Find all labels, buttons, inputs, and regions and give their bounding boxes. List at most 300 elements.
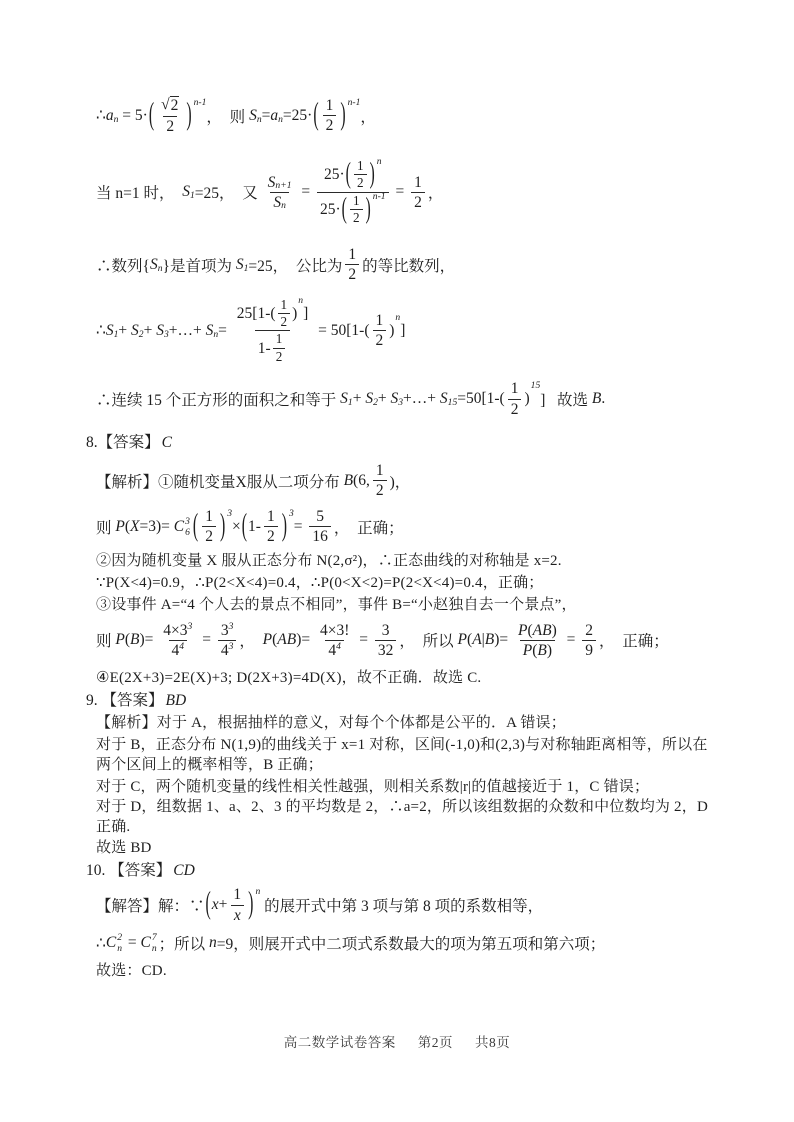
math-text: ， 正确； [333,519,404,537]
math-text: ) [524,390,530,408]
math-variable: B [130,631,140,649]
math-text: 1 [233,886,242,904]
fraction [273,331,286,365]
math-variable: S [105,321,114,339]
math-variable: P [115,631,125,649]
math-variable: S [340,390,348,408]
q8-answer-label: 8.【答案】 [86,434,160,452]
math-text: 2 [352,210,360,226]
fraction [508,379,522,419]
math-text: =25， 公比为 [248,257,343,275]
numerator [230,885,244,904]
math-text: ∴ [96,322,106,340]
math-text: ， [360,108,376,126]
math-text: = [391,183,409,201]
fraction [202,507,216,547]
math-variable: B [591,390,602,408]
math-text: 9 [585,641,594,659]
math-variable: n [209,934,217,952]
fraction [375,621,397,661]
math-text: 25· [324,166,345,184]
math-exponent: n [395,312,401,324]
big-paren: ( [148,98,155,133]
math-text: 4×3 [163,621,188,639]
math-text: 2 [414,193,422,211]
answer-sheet-content [86,0,718,981]
math-text: 的展开式中第 3 项与第 8 项的系数相等， [260,898,544,916]
math-text: ∴连续 15 个正方形的面积之和等于 [96,392,341,410]
math-text: =9，则展开式中二项式系数最大的项为第五项和第六项； [216,936,606,954]
math-variable: X [130,517,140,535]
math-text: 1 [356,157,364,173]
math-text: = [218,321,231,339]
denominator [373,480,387,500]
denominator [231,905,244,925]
denominator [354,174,367,191]
math-text: +…+ [403,390,440,408]
q10-answer-line [86,861,718,881]
math-text: 25· [320,201,341,219]
math-text: 5 [316,507,324,525]
numerator [202,507,216,526]
q8-analysis-probability-values: ∵P(X<4)=0.9，∴P(2<X<4)=0.4，∴P(0<X<2)=P(2<X<4)=0.4，正确； [96,574,544,591]
denominator [278,313,291,330]
numerator [158,96,182,116]
math-subscript: 1 [243,262,249,274]
math-variable: B [484,631,495,649]
fraction [278,297,291,331]
q9-analysis-option-a: 【解析】对于 A，根据抽样的意义，对每个个体都是公平的．A 错误； [96,715,566,732]
math-variable: S [273,193,282,211]
math-variable: S [149,255,158,273]
denominator [202,526,216,546]
numerator [515,621,560,640]
q10-formula-binomial-expansion [96,885,718,925]
math-variable: S [205,321,214,339]
denominator [350,209,363,226]
math-text: ∴数列{ [96,257,150,275]
math-text: + [143,321,157,339]
math-text: 25[1-( [236,304,276,322]
sqrt-radical [161,96,179,116]
math-text: 2 [375,332,384,350]
denominator [309,526,331,546]
big-paren: ( [205,887,211,922]
math-text: 1 [266,507,275,525]
math-exponent: n-1 [372,191,386,203]
math-subscript: n [256,114,262,126]
math-text: 4 [171,641,180,659]
math-exponent: 15 [530,380,541,392]
math-text: 4×3! [320,621,350,639]
math-text: 2 [280,313,288,329]
math-text: + [118,321,132,339]
math-variable: S [131,321,139,339]
math-variable: S [365,390,374,408]
q9-analysis-option-d: 对于 D，组数据 1、a、2、3 的平均数是 2，∴a=2，所以该组数据的众数和中位数均为 2，D 正确. [96,799,708,836]
q9-analysis-option-b: 对于 B，正态分布 N(1,9)的曲线关于 x=1 对称，区间(-1,0)和(2,3)与对称轴距离相等，所以在两个区间上的概率相等，B 正确； [96,737,708,774]
math-text: 2 [325,117,334,135]
q9-answer-label: 9. 【答案】 [86,692,164,710]
footer-total-pages: 共8页 [475,1035,511,1050]
radical-sign: √ [161,96,170,113]
big-paren: ) [365,192,371,226]
numerator [218,621,237,640]
math-text: 1 [280,296,288,312]
q8-formula-conditional-probability [96,621,718,661]
numerator [265,173,295,192]
math-superscript: 3 [228,641,234,652]
stacked-scripts [117,932,122,954]
big-paren: ) [219,508,226,543]
denominator [345,264,359,284]
math-text: 3 [381,621,390,639]
q7-formula-ratio [96,158,718,227]
math-subscript: 2 [138,328,144,340]
fraction [265,173,295,213]
math-text: 【解析】①随机变量X服从二项分布 [96,473,344,491]
math-text: 1- [248,517,261,535]
denominator [169,640,188,660]
upper-script: 3 [185,515,190,527]
numerator [508,379,522,398]
math-text: = [124,934,141,952]
math-text: = [355,631,372,649]
math-exponent: n [255,886,261,898]
math-text: 当 n=1 时， [96,185,183,203]
fraction [515,621,560,661]
math-text: × [232,517,241,535]
big-paren: ( [345,158,351,191]
math-text: 1 [275,331,283,347]
radicand: 2 [170,97,179,114]
lower-script: n [151,943,157,955]
big-paren: ( [313,98,319,133]
q8-answer-value: C [161,434,172,452]
math-text: ( [124,517,131,535]
math-superscript: 4 [336,641,341,652]
math-text: )= [139,631,158,649]
math-subscript: 15 [447,397,458,409]
math-text: | [481,631,485,649]
math-text: 1 [375,462,384,480]
q9-conclusion-line: 故选 BD [96,840,152,857]
math-text: ， 则 [206,108,250,126]
big-paren: ) [369,158,375,191]
math-text: (6, [353,471,370,489]
math-text: 2 [266,528,275,546]
math-text: = [293,517,307,535]
numerator [373,461,387,480]
math-text: 1 [414,173,422,191]
fraction [373,311,387,351]
math-variable: P [522,641,533,659]
upper-script: 7 [151,932,157,944]
math-text: 2 [585,621,594,639]
math-text: = 50[1-( [314,321,370,339]
numerator [313,507,327,526]
numerator [345,245,359,264]
math-text: = 5· [118,106,148,124]
denominator [375,640,397,660]
math-text: ] [303,304,309,322]
math-text: ， 正确； [599,633,669,651]
math-text: + [352,390,366,408]
lower-script: 6 [185,526,190,538]
lower-script: n [117,943,123,955]
big-paren: ( [241,508,248,543]
math-text: = [261,106,271,124]
math-variable: C [105,934,117,952]
denominator [163,116,177,136]
math-text: ) [292,304,298,322]
q9-analysis-option-c: 对于 C，两个随机变量的线性相关性越强，则相关系数|r|的值越接近于 1，C 错误； [96,779,650,796]
math-subscript: 2 [373,397,378,409]
numerator [354,158,367,174]
math-superscript: 4 [179,641,185,652]
big-paren: ) [186,98,192,133]
denominator [520,640,555,660]
numerator [317,621,352,640]
math-variable: P [518,621,528,639]
math-text: ) [389,321,395,339]
q8-analysis-normal-distribution: ②因为随机变量 X 服从正态分布 N(2,σ²)，∴正态曲线的对称轴是 x=2. [96,552,562,569]
math-variable: S [390,390,399,408]
math-variable: S [439,390,448,408]
math-text: =50[1-( [457,390,505,408]
q7-conclusion-line [96,379,718,419]
math-text: 3 [220,621,229,639]
numerator [323,96,337,115]
math-text: ) [551,621,557,639]
math-variable: C [173,517,185,535]
math-variable: x [233,906,241,924]
numerator [373,311,387,330]
math-text: 2 [348,266,357,284]
math-text: =25· [282,106,313,124]
math-text: 4 [220,641,229,659]
stacked-scripts [152,932,157,954]
big-paren: ) [281,508,287,543]
math-text: 4 [328,641,337,659]
q9-answer-value: BD [165,692,187,710]
math-subscript: n+1 [275,179,292,191]
fraction [582,621,596,661]
math-text: ( [532,641,538,659]
math-superscript: 3 [228,620,234,632]
math-text: }是首项为 [162,257,236,275]
math-text: 32 [377,641,394,659]
q8-answer-line [86,433,718,453]
denominator [323,115,337,135]
math-text: 1 [325,97,334,115]
math-text: =25， 又 [194,185,262,203]
math-subscript: n [278,114,283,126]
math-text: ， [427,185,444,203]
math-exponent: 3 [227,507,232,519]
math-text: = [297,183,314,201]
math-exponent: n [298,294,304,306]
math-exponent: 3 [288,507,294,519]
numerator [379,621,393,640]
page-footer [0,1031,794,1051]
denominator [582,640,596,660]
math-text: )= [494,631,513,649]
math-text: . [601,390,606,408]
math-subscript: 3 [163,328,169,340]
math-variable: C [140,934,151,952]
math-subscript: n [113,114,119,126]
numerator [234,294,311,331]
math-text: ] [400,321,406,339]
math-variable: S [235,255,244,273]
math-variable: S [182,183,190,201]
math-exponent: n [376,156,382,168]
math-text: 1- [257,339,271,357]
math-text: 【解答】解：∵ [96,898,205,916]
stacked-scripts [185,516,190,538]
denominator [373,330,387,350]
fraction [264,507,278,547]
math-variable: P [457,631,468,649]
math-text: ] 故选 [540,392,592,410]
math-text: 2 [275,348,283,364]
math-text: 2 [375,482,384,500]
fraction [354,158,367,192]
math-text: 1 [205,507,213,525]
numerator [321,158,385,192]
math-text: ( [124,631,131,649]
math-exponent: n-1 [347,97,361,109]
math-text: =3)= [139,517,174,535]
math-text: 2 [166,117,175,135]
math-text: 则 [96,519,116,537]
math-variable: AB [277,631,297,649]
math-variable: S [249,106,257,124]
math-text: 1 [352,192,360,208]
fraction [230,885,244,925]
q8-analysis-binomial [96,461,718,501]
numerator [411,173,425,192]
numerator [264,507,278,526]
math-text: 则 [96,633,116,651]
q8-formula-probability-x3 [96,507,718,547]
q7-statement-geometric-sequence [96,245,718,285]
math-text: 1 [510,380,519,398]
math-text: ∴ [96,107,106,125]
math-text: + [377,390,391,408]
fraction [317,158,389,227]
numerator [582,621,596,640]
math-text: = [198,631,215,649]
big-paren: ( [192,508,199,543]
denominator [411,192,425,212]
math-text: )， [389,473,411,491]
math-text: = [562,631,580,649]
denominator [270,192,289,212]
q7-formula-general-term [96,96,718,136]
denominator [508,399,522,419]
math-text: 1 [348,245,357,263]
math-text: 2 [510,400,519,418]
math-variable: B [343,471,354,489]
math-text: ( [272,631,278,649]
math-variable: a [105,106,114,124]
math-subscript: n [157,262,163,274]
numerator [273,331,286,347]
math-exponent: n-1 [193,97,207,109]
math-subscript: n [281,200,286,212]
q10-formula-combination-equality [96,932,718,954]
q10-conclusion-line: 故选：CD. [96,963,167,980]
math-superscript: 3 [187,620,193,632]
math-variable: a [270,106,279,124]
math-text: ；所以 [158,936,210,954]
math-variable: P [115,517,125,535]
math-text: ) [546,641,553,659]
fraction [345,245,359,285]
math-subscript: 3 [398,397,404,409]
math-subscript: 1 [190,190,195,202]
big-paren: ) [248,887,254,922]
math-text: ( [527,621,533,639]
q10-answer-label: 10. 【答案】 [86,862,172,880]
fraction [373,461,387,501]
fraction [160,621,195,661]
math-text: 2 [356,175,364,191]
fraction [350,193,363,227]
fraction [323,96,337,136]
q8-analysis-expectation-variance: ④E(2X+3)=2E(X)+3; D(2X+3)=4D(X)，故不正确．故选 C. [96,670,482,687]
fraction [317,621,352,661]
math-variable: P [262,631,273,649]
denominator [317,192,389,227]
math-variable: AB [532,621,552,639]
big-paren: ( [341,192,347,226]
fraction [309,507,331,547]
fraction [411,173,425,213]
q7-formula-partial-sum [96,294,718,366]
math-text: )= [296,631,314,649]
math-text: 的等比数列， [362,257,456,275]
numerator [160,621,195,640]
footer-page-number: 第2页 [417,1035,453,1050]
q8-analysis-events-definition: ③设事件 A=“4 个人去的景点不相同”，事件 B=“小赵独自去一个景点”， [96,596,577,613]
numerator [350,193,363,209]
footer-doc-title: 高二数学试卷答案 [283,1035,396,1050]
denominator [255,330,291,365]
fraction [218,621,237,661]
math-text: 16 [312,528,328,546]
math-text: +…+ [168,321,206,339]
denominator [325,640,344,660]
math-text: ， [239,633,263,651]
q10-answer-value: CD [173,862,195,880]
math-text: 2 [205,528,213,546]
math-text: ∴ [96,934,106,952]
denominator [264,526,278,546]
numerator [278,297,291,313]
math-text: ( [467,631,473,649]
upper-script: 2 [117,932,123,944]
denominator [273,348,286,365]
big-paren: ) [340,98,346,133]
math-text: ， 所以 [399,633,458,651]
denominator [218,640,237,660]
math-variable: B [537,641,547,659]
math-subscript: 1 [113,328,119,340]
fraction [234,294,311,366]
